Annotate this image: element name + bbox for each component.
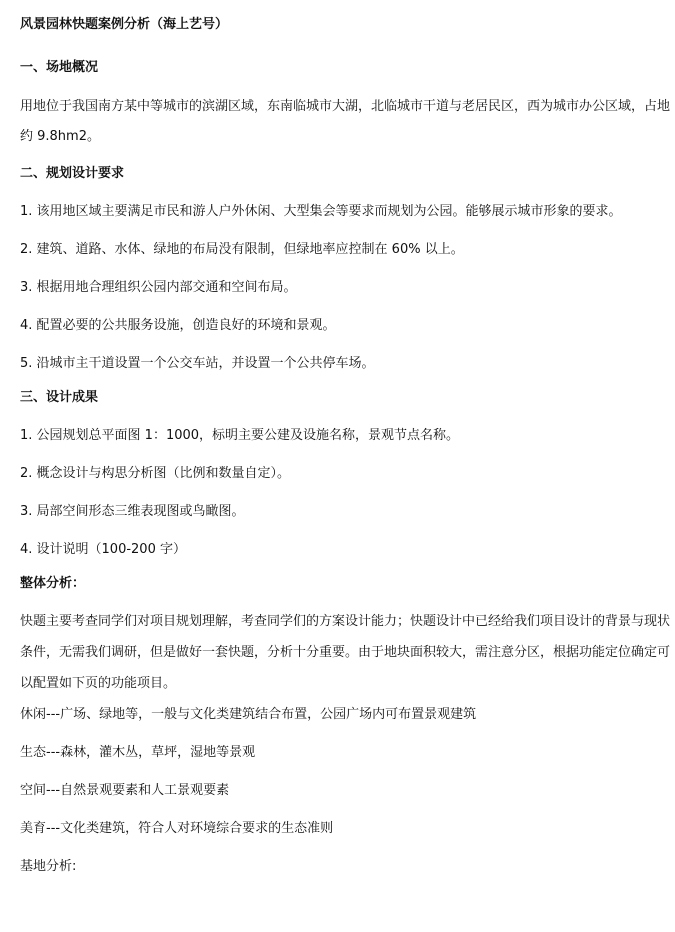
- requirement-item-3: 3. 根据用地合理组织公园内部交通和空间布局。: [20, 280, 297, 295]
- site-overview-paragraph: [20, 92, 671, 152]
- section-heading-site-overview: 一、场地概况: [20, 60, 99, 75]
- deliverable-item-2: 2. 概念设计与构思分析图（比例和数量自定）。: [20, 466, 291, 481]
- function-item-ecology: 生态---森林，灌木丛，草坪，湿地等景观: [20, 745, 256, 760]
- deliverable-item-4: 4. 设计说明（100-200 字）: [20, 542, 186, 557]
- paragraph-line: 约 9.8hm2。: [20, 129, 100, 144]
- requirement-item-4: 4. 配置必要的公共服务设施，创造良好的环境和景观。: [20, 318, 336, 333]
- requirement-item-1: 1. 该用地区域主要满足市民和游人户外休闲、大型集会等要求而规划为公园。能够展示城市形象的要求。: [20, 204, 622, 219]
- section-heading-design-deliverables: 三、设计成果: [20, 390, 99, 405]
- site-analysis-label: 基地分析:: [20, 859, 77, 874]
- paragraph-line: 快题主要考查同学们对项目规划理解，考查同学们的方案设计能力；快题设计中已经给我们项目设计的背景与现状: [20, 614, 671, 629]
- deliverable-item-3: 3. 局部空间形态三维表现图或鸟瞰图。: [20, 504, 245, 519]
- function-item-leisure: 休闲---广场、绿地等，一般与文化类建筑结合布置，公园广场内可布置景观建筑: [20, 707, 477, 722]
- paragraph-line: 条件，无需我们调研，但是做好一套快题，分析十分重要。由于地块面积较大，需注意分区，根据功能定位确定可: [20, 645, 671, 660]
- requirement-item-5: 5. 沿城市主干道设置一个公交车站，并设置一个公共停车场。: [20, 356, 375, 371]
- function-item-space: 空间---自然景观要素和人工景观要素: [20, 783, 230, 798]
- overall-analysis-paragraph: [20, 606, 671, 699]
- requirement-item-2: 2. 建筑、道路、水体、绿地的布局没有限制，但绿地率应控制在 60% 以上。: [20, 242, 464, 257]
- paragraph-line: 用地位于我国南方某中等城市的滨湖区域，东南临城市大湖，北临城市干道与老居民区，西为城市办公区域，占地: [20, 99, 671, 114]
- document-title: 风景园林快题案例分析（海上艺号）: [20, 17, 229, 32]
- function-item-aesthetic-education: 美育---文化类建筑，符合人对环境综合要求的生态准则: [20, 821, 334, 836]
- section-heading-design-requirements: 二、规划设计要求: [20, 166, 125, 181]
- paragraph-line: 以配置如下页的功能项目。: [20, 676, 177, 691]
- overall-analysis-label: 整体分析：: [20, 576, 86, 591]
- deliverable-item-1: 1. 公园规划总平面图 1：1000，标明主要公建及设施名称，景观节点名称。: [20, 428, 460, 443]
